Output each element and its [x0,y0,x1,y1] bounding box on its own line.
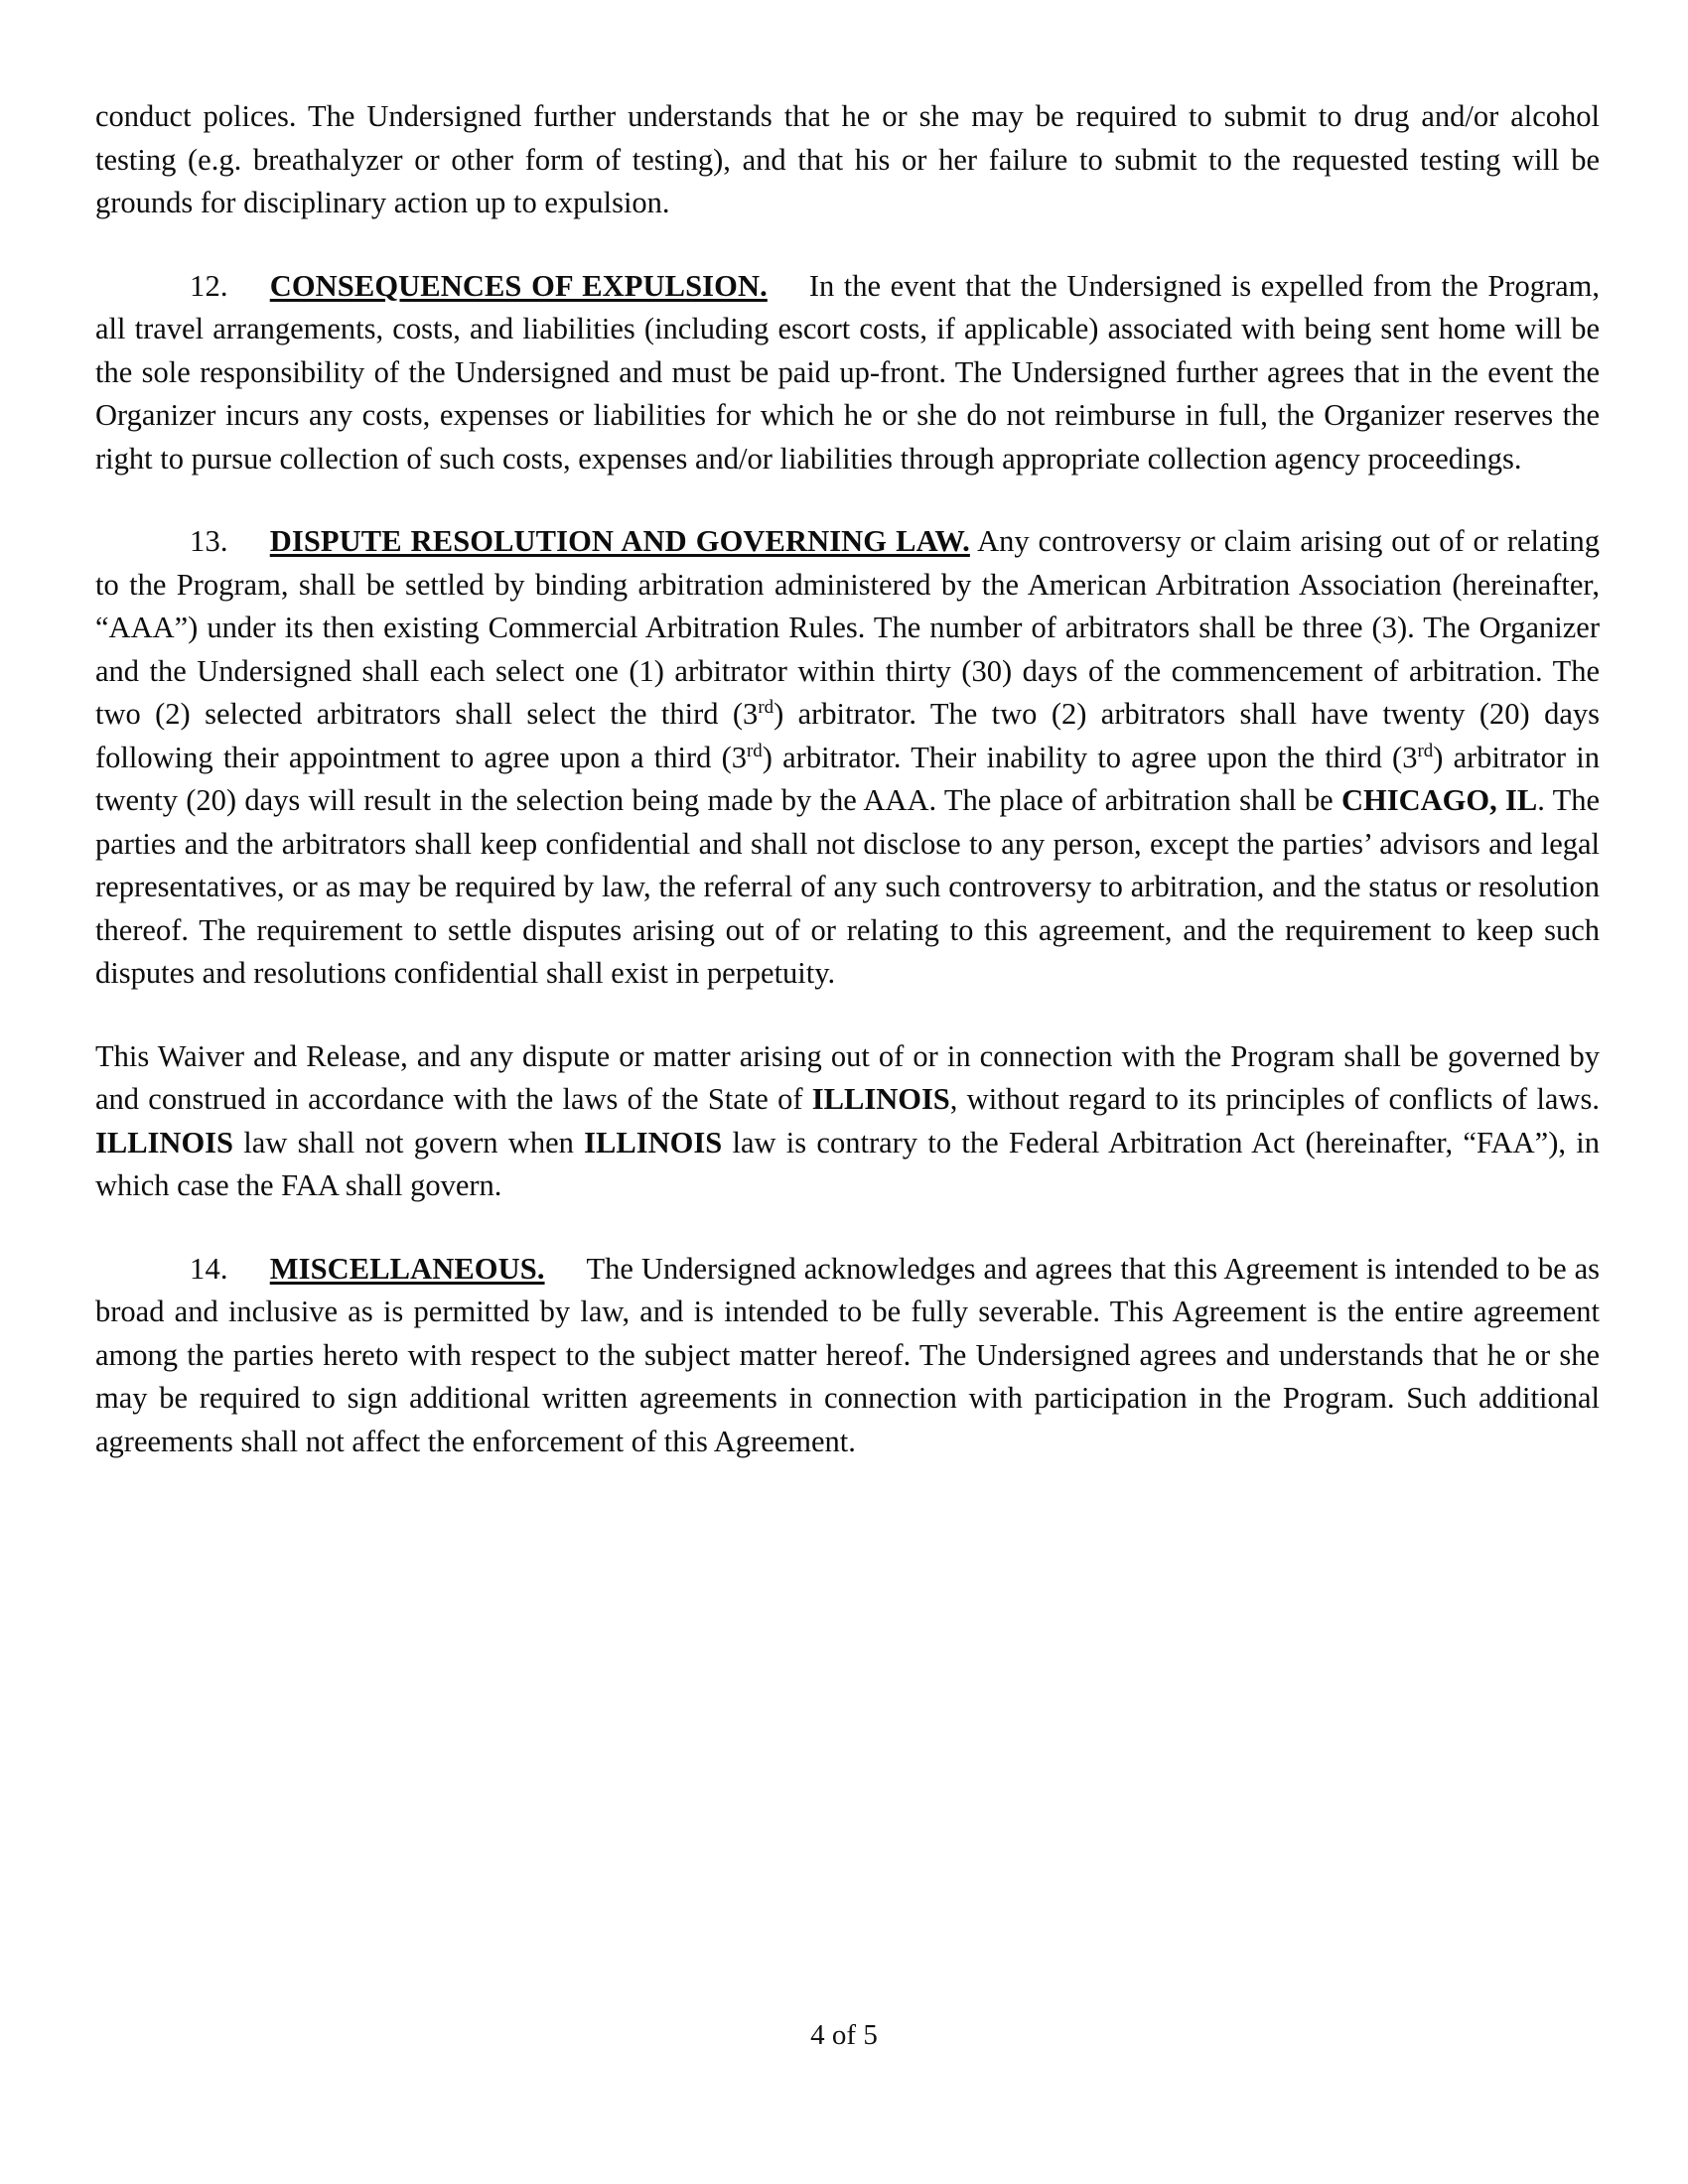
page-footer [0,2017,1688,2053]
governing-law-segment-3: law shall not govern when [233,1125,585,1160]
section-12-heading: CONSEQUENCES OF EXPULSION. [269,268,768,303]
section-12 [95,265,1600,481]
section-14-body: The Undersigned acknowledges and agrees that this Agreement is intended to be as broad and inclusive as is permitted by law, and is intended to be fully severable. This Agreement is the entire agreement among the parties hereto with respect to the subject matter hereof. The Undersigned agrees and understands that he or she may be required to sign additional written agreements in connection with participation in the Program. Such additional agreements shall not affect the enforcement of this Agreement. [95,1251,1600,1458]
section-12-number: 12. [190,268,228,303]
ordinal-suffix-rd-3: rd [1417,740,1434,761]
state-emphasis-3: ILLINOIS [584,1125,723,1160]
section-14-heading: MISCELLANEOUS. [269,1251,545,1286]
section-14 [95,1248,1600,1464]
paragraph-continuation [95,95,1600,225]
section-13 [95,520,1600,996]
section-13-body-segment-5: . The parties and the arbitrators shall keep confidential and shall not disclose to any person, except the parties’ advisors and legal representatives, or as may be required by law, the referral of any such controversy to arbitration, and the status or resolution thereof. The requirement to settle disputes arising out of or relating to this agreement, and the requirement to keep such disputes and resolutions confidential shall exist in perpetuity. [95,783,1600,990]
section-13-heading: DISPUTE RESOLUTION AND GOVERNING LAW. [269,524,970,558]
section-13-body-segment-3: ) arbitrator. Their inability to agree upon the third (3 [762,740,1418,774]
state-emphasis-2: ILLINOIS [95,1125,234,1160]
section-13-number: 13. [190,524,228,558]
section-13-body-segment-4: ) arbitrator in twenty (20) days will result in the selection being made by the AAA. The place of arbitration shall be [95,740,1600,817]
section-13-body-segment-1: Any controversy or claim arising out of or relating to the Program, shall be settled by binding arbitration administered by the American Arbitration Association (hereinafter, “AAA”) under its then existing Commercial Arbitration Rules. The number of arbitrators shall be three (3). The Organizer and the Undersigned shall each select one (1) arbitrator within thirty (30) days of the commencement of arbitration. The two (2) selected arbitrators shall select the third (3 [95,524,1600,731]
governing-law-segment-4: law is contrary to the Federal Arbitration Act (hereinafter, “FAA”), in which case the FAA shall govern. [95,1125,1600,1202]
governing-law-segment-2: , without regard to its principles of conflicts of laws. [949,1082,1600,1116]
ordinal-suffix-rd-2: rd [747,740,763,761]
state-emphasis-1: ILLINOIS [811,1082,950,1116]
section-12-body: In the event that the Undersigned is expelled from the Program, all travel arrangements, costs, and liabilities (including escort costs, if applicable) associated with being sent home will be the sole responsibility of the Undersigned and must be paid up-front. The Undersigned further agrees that in the event the Organizer incurs any costs, expenses or liabilities for which he or she do not reimburse in full, the Organizer reserves the right to pursue collection of such costs, expenses and/or liabilities through appropriate collection agency proceedings. [95,268,1600,476]
paragraph-continuation-text: conduct polices. The Undersigned further understands that he or she may be required to submit to drug and/or alcohol testing (e.g. breathalyzer or other form of testing), and that his or her failure to submit to the requested testing will be grounds for disciplinary action up to expulsion. [95,99,1600,219]
paragraph-governing-law [95,1035,1600,1208]
section-13-body-segment-2: ) arbitrator. The two (2) arbitrators shall have twenty (20) days following their appointment to agree upon a third (3 [95,697,1600,774]
arbitration-place-emphasis: CHICAGO, IL [1341,783,1538,817]
document-body [95,95,1600,1463]
page-number-label: 4 of 5 [810,2019,878,2051]
section-14-number: 14. [190,1251,228,1286]
governing-law-segment-1: This Waiver and Release, and any dispute or matter arising out of or in connection with the Program shall be governed by and construed in accordance with the laws of the State of [95,1038,1600,1116]
ordinal-suffix-rd-1: rd [758,696,774,718]
